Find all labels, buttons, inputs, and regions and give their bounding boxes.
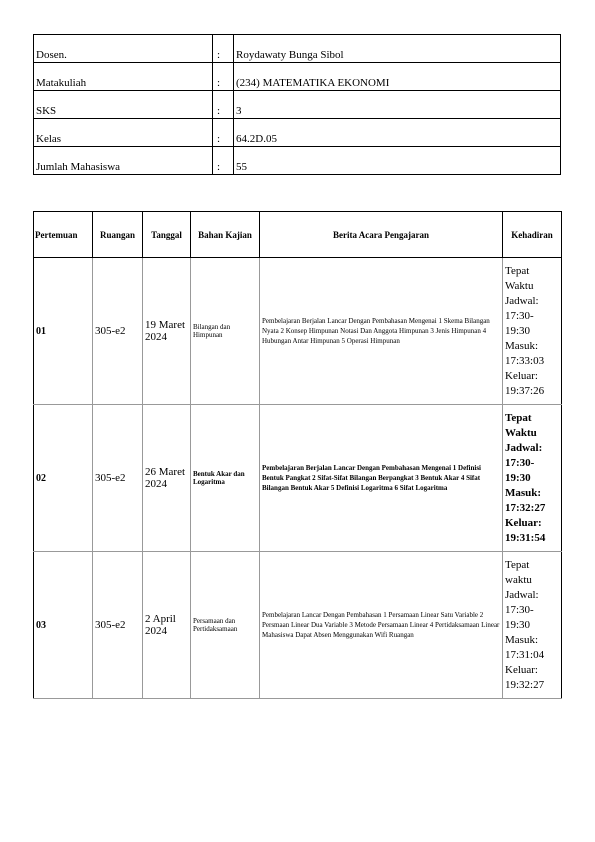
kehadiran-line: 17:30- <box>505 309 534 322</box>
info-row-kelas <box>34 119 561 147</box>
header-kehadiran: Kehadiran <box>503 212 562 258</box>
cell-bahan-kajian: Bilangan dan Himpunan <box>191 258 260 405</box>
cell-berita-acara: Pembelajaran Lancar Dengan Pembahasan 1 Persamaan Linear Satu Variable 2 Persmaan Linear Dua Variable 3 Metode Persamaan Linear 4 Pertidaksamaan Linear Mahasiswa Dapat Absen Menggunakan Wifi Ruangan <box>260 552 503 699</box>
kehadiran-line: Tepat <box>505 411 532 424</box>
kehadiran-line: 19:30 <box>505 618 531 631</box>
kehadiran-line: waktu <box>505 573 532 586</box>
cell-berita-acara: Pembelajaran Berjalan Lancar Dengan Pembahasan Mengenai 1 Definisi Bentuk Pangkat 2 Sifat-Sifat Bilangan Berpangkat 3 Bentuk Akar 4 Sifat Bilangan Bentuk Akar 5 Definisi Logaritma 6 Sifat Logaritma <box>260 405 503 552</box>
table-header-row <box>34 212 562 258</box>
cell-tanggal: 26 Maret 2024 <box>143 405 191 552</box>
info-label: Matakuliah <box>34 63 213 91</box>
kehadiran-line: Jadwal: <box>505 294 539 307</box>
cell-kehadiran <box>503 258 562 405</box>
header-tanggal: Tanggal <box>143 212 191 258</box>
kehadiran-line: 19:32:27 <box>505 678 545 691</box>
course-info-table <box>33 34 561 175</box>
cell-pertemuan: 01 <box>34 258 93 405</box>
cell-ruangan: 305-e2 <box>93 258 143 405</box>
kehadiran-line: 19:37:26 <box>505 384 545 397</box>
info-separator: : <box>213 91 234 119</box>
info-row-dosen <box>34 35 561 63</box>
kehadiran-line: Keluar: <box>505 516 542 529</box>
cell-berita-acara: Pembelajaran Berjalan Lancar Dengan Pembahasan Mengenai 1 Skema Bilangan Nyata 2 Konsep Himpunan Notasi Dan Anggota Himpunan 3 Jenis Himpunan 4 Hubungan Antar Himpunan 5 Operasi Himpunan <box>260 258 503 405</box>
cell-ruangan: 305-e2 <box>93 552 143 699</box>
kehadiran-line: Waktu <box>505 279 534 292</box>
info-row-jumlah <box>34 147 561 175</box>
info-value: 64.2D.05 <box>234 119 561 147</box>
info-label: Kelas <box>34 119 213 147</box>
kehadiran-line: Masuk: <box>505 339 538 352</box>
kehadiran-line: Tepat <box>505 558 530 571</box>
kehadiran-line: 17:33:03 <box>505 354 545 367</box>
info-value: 55 <box>234 147 561 175</box>
kehadiran-line: Tepat <box>505 264 530 277</box>
kehadiran-line: Masuk: <box>505 633 538 646</box>
info-separator: : <box>213 119 234 147</box>
cell-kehadiran <box>503 405 562 552</box>
table-row <box>34 405 562 552</box>
cell-pertemuan: 03 <box>34 552 93 699</box>
info-label: Dosen. <box>34 35 213 63</box>
kehadiran-line: 19:30 <box>505 324 531 337</box>
info-separator: : <box>213 35 234 63</box>
info-label: Jumlah Mahasiswa <box>34 147 213 175</box>
header-pertemuan: Pertemuan <box>34 212 93 258</box>
kehadiran-line: Keluar: <box>505 369 538 382</box>
kehadiran-line: Masuk: <box>505 486 542 499</box>
info-label: SKS <box>34 91 213 119</box>
kehadiran-line: Jadwal: <box>505 441 543 454</box>
info-row-sks <box>34 91 561 119</box>
header-bahan-kajian: Bahan Kajian <box>191 212 260 258</box>
info-value: (234) MATEMATIKA EKONOMI <box>234 63 561 91</box>
cell-tanggal: 2 April 2024 <box>143 552 191 699</box>
cell-tanggal: 19 Maret 2024 <box>143 258 191 405</box>
cell-kehadiran <box>503 552 562 699</box>
info-separator: : <box>213 147 234 175</box>
kehadiran-line: 17:31:04 <box>505 648 545 661</box>
kehadiran-line: 17:30- <box>505 603 534 616</box>
cell-ruangan: 305-e2 <box>93 405 143 552</box>
kehadiran-line: Waktu <box>505 426 537 439</box>
info-value: 3 <box>234 91 561 119</box>
kehadiran-line: 17:32:27 <box>505 501 546 514</box>
cell-bahan-kajian: Bentuk Akar dan Logaritma <box>191 405 260 552</box>
kehadiran-line: Jadwal: <box>505 588 539 601</box>
table-row <box>34 552 562 699</box>
kehadiran-line: 19:30 <box>505 471 531 484</box>
kehadiran-line: Keluar: <box>505 663 538 676</box>
table-row <box>34 258 562 405</box>
header-ruangan: Ruangan <box>93 212 143 258</box>
header-berita-acara: Berita Acara Pengajaran <box>260 212 503 258</box>
kehadiran-line: 17:30- <box>505 456 535 469</box>
info-separator: : <box>213 63 234 91</box>
kehadiran-line: 19:31:54 <box>505 531 546 544</box>
info-value: Roydawaty Bunga Sibol <box>234 35 561 63</box>
cell-bahan-kajian: Persamaan dan Pertidaksamaan <box>191 552 260 699</box>
cell-pertemuan: 02 <box>34 405 93 552</box>
attendance-table <box>33 211 562 699</box>
info-row-matakuliah <box>34 63 561 91</box>
